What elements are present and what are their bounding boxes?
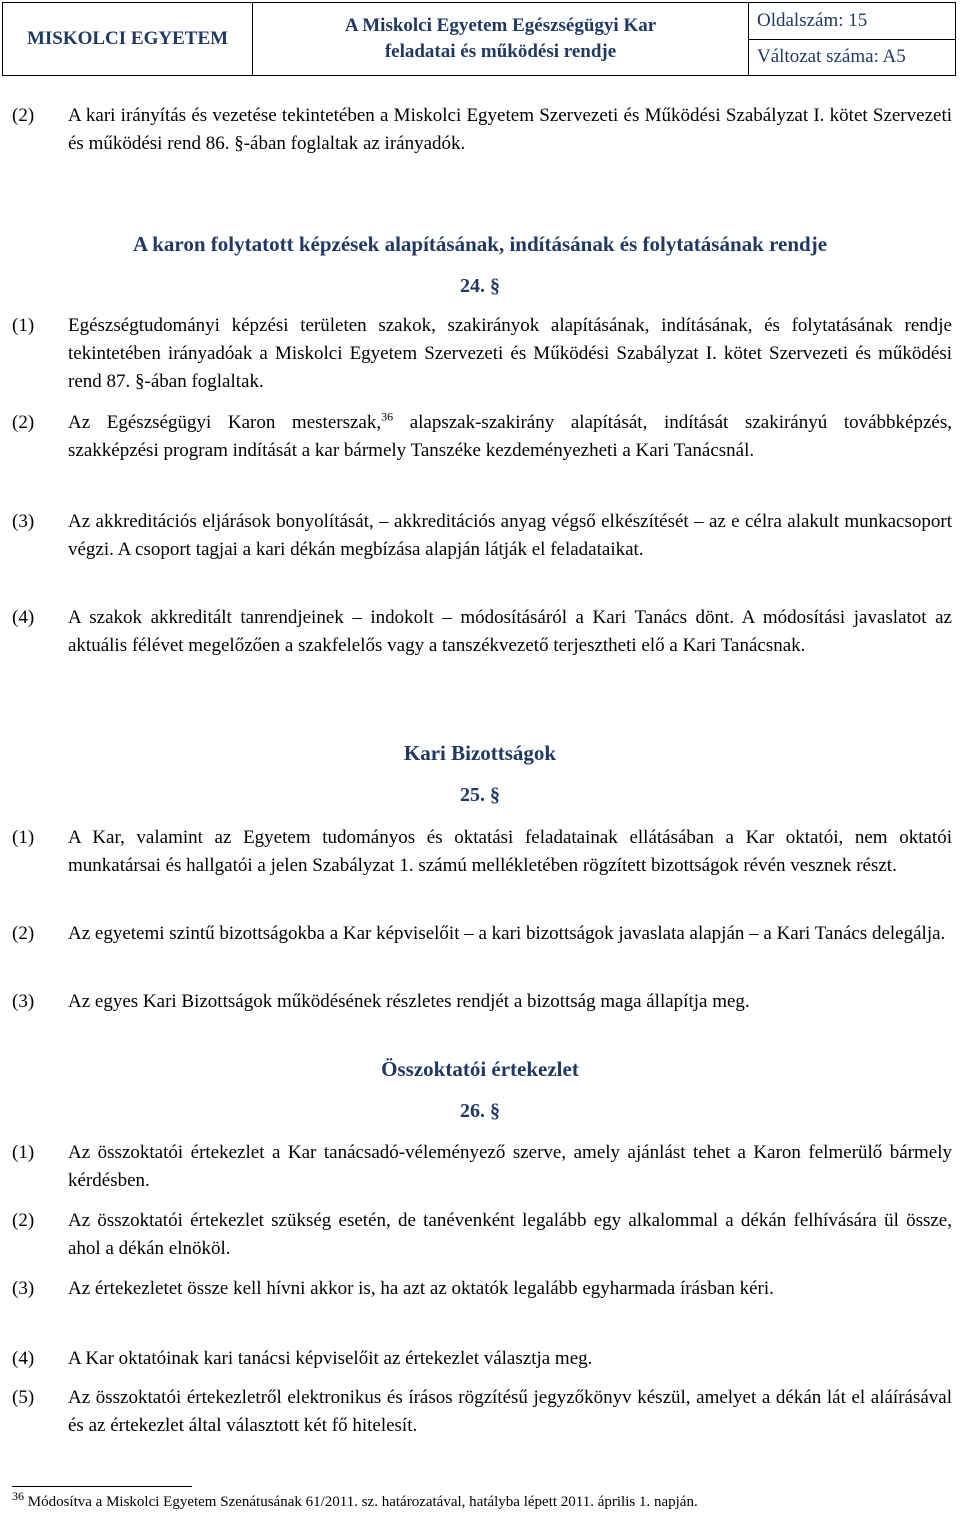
paragraph [12, 1345, 952, 1373]
paragraph [12, 508, 952, 564]
section-heading: Összoktatói értekezlet [381, 1057, 579, 1081]
footnote-separator [12, 1486, 192, 1487]
paragraph-text-part: alapszak-szakirány alapítását, indítását szakirányú továbbképzés, szakképzési program indítását a kar bármely Tanszéke kezdeményezheti a Kari Tanácsnál. [68, 412, 952, 461]
paragraph-number: (3) [12, 511, 35, 532]
page-header [2, 2, 956, 76]
header-page-number: Oldalszám: 15 [749, 3, 955, 40]
paragraph-text: Az összoktatói értekezlet a Kar tanácsadó-véleményező szerve, amely ajánlást tehet a Karon felmerülő bármely kérdésben. [68, 1142, 952, 1191]
section-heading: Kari Bizottságok [403, 741, 557, 765]
paragraph-text: Egészségtudományi képzési területen szakok, szakirányok alapításának, indításának, és folytatásának rendje tekintetében irányadóak a Miskolci Egyetem Szervezeti és Működési Szabályzat I. kötet Szervezeti és működési rend 87. §-ában foglaltak. [68, 315, 952, 392]
paragraph-text: Az értekezletet össze kell hívni akkor is, ha azt az oktatók legalább egyharmada írásban kéri. [68, 1278, 774, 1299]
footnote-reference: 36 [381, 409, 394, 424]
paragraph-number: (2) [12, 1210, 35, 1231]
paragraph [12, 1139, 952, 1195]
paragraph-text [68, 409, 952, 465]
paragraph-text: Az összoktatói értekezletről elektronikus és írásos rögzítésű jegyzőkönyv készül, amelyet a dékán lát el aláírásával és az értekezlet által választott két fő hitelesít. [68, 1387, 952, 1436]
paragraph [12, 1384, 952, 1440]
header-org: MISKOLCI EGYETEM [3, 3, 253, 75]
header-title-line1: A Miskolci Egyetem Egészségügyi Kar [344, 15, 657, 36]
paragraph-text: Az egyetemi szintű bizottságokba a Kar képviselőit – a kari bizottságok javaslata alapján – a Kari Tanács delegálja. [68, 923, 946, 944]
paragraph [12, 312, 952, 396]
paragraph-text: A kari irányítás és vezetése tekintetében a Miskolci Egyetem Szervezeti és Működési Szabályzat I. kötet Szervezeti és működési rend 86. §-ában foglaltak az irányadók. [68, 105, 952, 154]
paragraph-text: A Kar oktatóinak kari tanácsi képviselőit az értekezlet választja meg. [68, 1348, 593, 1369]
paragraph [12, 409, 952, 465]
paragraph-text: Az akkreditációs eljárások bonyolítását, – akkreditációs anyag végső elkészítését – az e célra alakult munkacsoport végzi. A csoport tagjai a kari dékán megbízása alapján látják el feladataikat. [68, 511, 952, 560]
paragraph-text: Az egyes Kari Bizottságok működésének részletes rendjét a bizottság maga állapítja meg. [68, 991, 750, 1012]
paragraph-number: (2) [12, 412, 35, 433]
section-heading: A karon folytatott képzések alapításának, indításának és folytatásának rendje [132, 232, 828, 256]
footnote-text: Módosítva a Miskolci Egyetem Szenátusának 61/2011. sz. határozatával, hatályba lépett 2011. április 1. napján. [24, 1494, 698, 1510]
section-number: 26. § [460, 1100, 500, 1122]
footnote-number: 36 [12, 1489, 24, 1503]
header-meta [749, 3, 955, 75]
paragraph [12, 824, 952, 880]
paragraph-number: (5) [12, 1387, 35, 1408]
paragraph-text: A szakok akkreditált tanrendjeinek – indokolt – módosításáról a Kari Tanács dönt. A módosítási javaslatot az aktuális félévet megelőzően a szakfelelős vagy a tanszékvezető terjesztheti elő a Kari Tanácsnak. [68, 607, 952, 656]
paragraph-text: Az összoktatói értekezlet szükség esetén, de tanévenként legalább egy alkalommal a dékán felhívására ül össze, ahol a dékán elnököl. [68, 1210, 952, 1259]
paragraph-number: (1) [12, 315, 35, 336]
paragraph-number: (4) [12, 607, 35, 628]
paragraph-number: (1) [12, 1142, 35, 1163]
paragraph-number: (4) [12, 1348, 35, 1369]
paragraph [12, 1275, 952, 1303]
header-title [253, 3, 749, 75]
paragraph-number: (1) [12, 827, 35, 848]
paragraph [12, 1207, 952, 1263]
paragraph-number: (2) [12, 105, 35, 126]
section-number: 24. § [460, 275, 500, 297]
header-title-line2: feladatai és működési rendje [384, 41, 617, 62]
section-number: 25. § [460, 784, 500, 806]
paragraph [12, 604, 952, 660]
paragraph [12, 920, 952, 948]
paragraph-text: A Kar, valamint az Egyetem tudományos és oktatási feladatainak ellátásában a Kar oktatói, nem oktatói munkatársai és hallgatói a jelen Szabályzat 1. számú mellékletében rögzített bizottságok révén vesznek részt. [68, 827, 952, 876]
paragraph [12, 102, 952, 158]
paragraph-text-part: Az Egészségügyi Karon mesterszak, [68, 412, 382, 433]
paragraph-number: (3) [12, 991, 35, 1012]
footnote [12, 1489, 698, 1512]
paragraph-number: (3) [12, 1278, 35, 1299]
paragraph-number: (2) [12, 923, 35, 944]
header-version: Változat száma: A5 [757, 46, 906, 68]
paragraph [12, 988, 952, 1016]
